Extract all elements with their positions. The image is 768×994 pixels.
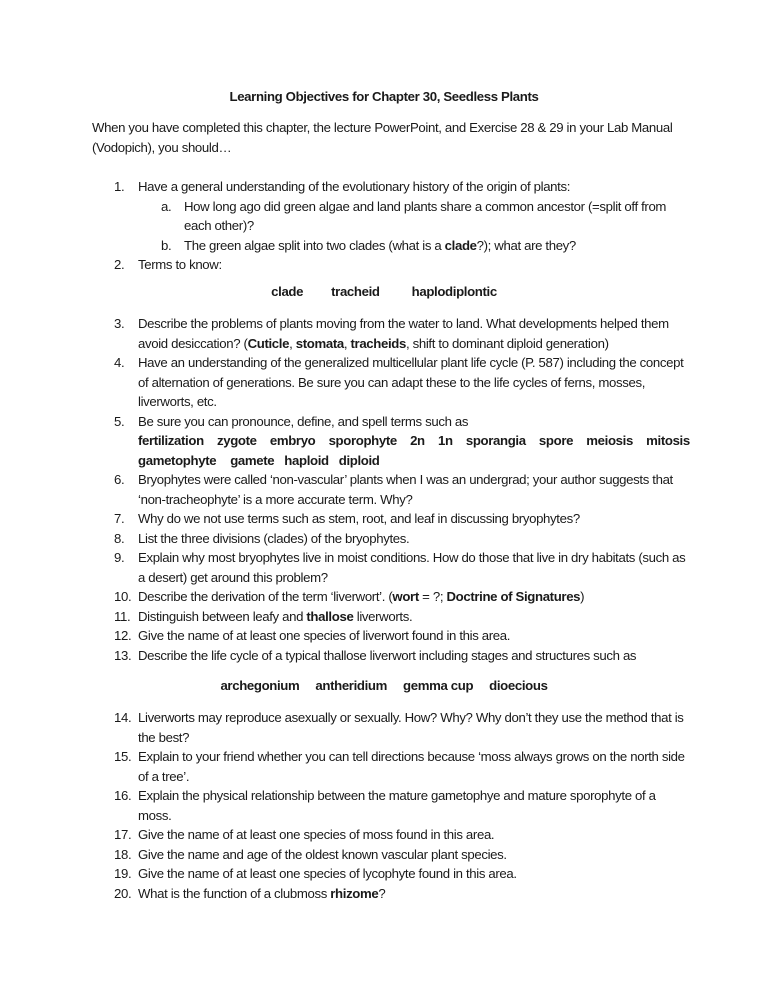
list-item-3 [0,314,686,353]
term: 2n [410,433,425,448]
intro-paragraph: When you have completed this chapter, the lecture PowerPoint, and Exercise 28 & 29 in your Lab Manual (Vodopich), you should… [92,120,673,155]
term: archegonium [220,678,300,693]
item-text: , shift to dominant diploid generation) [406,335,609,351]
item-text: Explain why most bryophytes live in moist conditions. How do those that live in dry habitats (such as a desert) get around this problem? [138,550,686,585]
item-text: = ?; [418,589,447,604]
item-text: Describe the problems of plants moving from the water to land. What developments helped them avoid desiccation? ( [138,316,669,351]
item-text: Describe the life cycle of a typical thallose liverwort including stages and structures such as [138,647,637,663]
item-number: 19. [114,866,132,881]
document-title: Learning Objectives for Chapter 30, Seedless Plants [229,89,539,104]
term: tracheid [331,284,380,299]
sub-item-letter: b. [161,237,172,253]
item-text: Be sure you can pronounce, define, and spell terms such as [138,413,469,429]
item-number: 14. [114,710,132,725]
term: clade [271,284,304,299]
list-item-12 [0,626,686,646]
item-number: 3. [114,316,125,331]
list-item-16 [0,786,686,825]
list-item-5 [0,412,686,432]
sub-item-letter: a. [161,198,172,214]
item-text: Liverworts may reproduce asexually or sexually. How? Why? Why don’t they use the method that is the best? [138,710,684,745]
item-number: 5. [114,413,125,429]
bold-term: tracheids [350,335,406,351]
objectives-list-part2 [0,314,768,665]
item-number: 11. [114,608,131,624]
item-number: 13. [114,647,132,663]
list-item-14 [0,708,686,747]
sub-item-text: ?); what are they? [476,237,576,253]
objectives-list-part1 [0,177,768,275]
list-item-9 [0,548,686,587]
bold-term: wort [392,589,419,604]
term: sporangia [465,433,526,448]
item-text: liverworts. [353,608,413,624]
term: embryo [269,433,316,448]
item-text: Give the name of at least one species of liverwort found in this area. [138,628,511,643]
term: fertilization [138,433,204,448]
item-text: Give the name of at least one species of lycophyte found in this area. [138,866,517,881]
item-text: ) [580,589,585,604]
item-text: List the three divisions (clades) of the bryophytes. [138,530,410,546]
list-item-13 [0,646,686,666]
item-number: 12. [114,628,132,643]
term: gametophyte [138,452,217,468]
term: zygote [216,433,257,448]
list-item-15 [0,747,686,786]
item-text: Have a general understanding of the evolutionary history of the origin of plants: [138,179,571,194]
bold-term: clade [444,237,477,253]
item-number: 8. [114,530,125,546]
item-text: Give the name and age of the oldest known vascular plant species. [138,846,507,862]
terms-line-2 [0,451,690,471]
item-number: 9. [114,550,125,565]
item-text: ? [378,885,386,901]
list-item-4 [0,353,686,412]
list-item-11 [0,607,686,627]
term: haplodiplontic [411,284,497,299]
item-number: 4. [114,355,125,370]
item-text: Explain to your friend whether you can tell directions because ‘moss always grows on the north side of a tree’. [138,749,685,784]
list-item-7 [0,509,686,529]
list-item-17 [0,825,686,845]
separator: , [343,335,351,351]
bold-term: stomata [295,335,344,351]
sub-item-b [0,236,686,256]
item-number: 20. [114,885,132,901]
item-number: 16. [114,788,132,803]
term: antheridium [315,678,388,693]
list-item-20 [0,884,686,904]
item-text: Give the name of at least one species of moss found in this area. [138,827,495,842]
bold-term: Cuticle [247,335,290,351]
sub-item-text: The green algae split into two clades (what is a [184,237,445,253]
sub-item-a [0,197,686,236]
list-item-18 [0,845,686,865]
terms-to-know [0,282,768,302]
item-number: 17. [114,827,132,842]
bold-term: Doctrine of Signatures [446,589,581,604]
item-text: What is the function of a clubmoss [138,885,331,901]
list-item-10 [0,587,686,607]
term: sporophyte [328,433,397,448]
list-item-6 [0,470,686,509]
term: meiosis [586,433,633,448]
term: gamete [230,452,275,468]
sub-item-text: How long ago did green algae and land plants share a common ancestor (=split off from each other)? [184,198,667,233]
objectives-list-part3 [0,708,768,903]
liverwort-structures-terms [0,676,768,696]
separator: , [289,335,296,351]
item-number: 7. [114,511,125,526]
item-number: 2. [114,257,125,272]
item-text: Explain the physical relationship between the mature gametophye and mature sporophyte of a moss. [138,788,656,823]
term: diploid [338,452,380,468]
item-text: Describe the derivation of the term ‘liverwort’. ( [138,589,393,604]
term: dioecious [489,678,548,693]
list-item-1 [0,177,686,197]
item-text: Why do we not use terms such as stem, root, and leaf in discussing bryophytes? [138,511,580,526]
item-text: Bryophytes were called ‘non-vascular’ plants when I was an undergrad; your author suggests that ‘non-tracheophyte’ is a more accurate term. Why? [138,472,673,507]
item-number: 6. [114,472,125,487]
item-text: Have an understanding of the generalized multicellular plant life cycle (P. 587) including the concept of alternation of generations. Be sure you can adapt these to the life cycles of ferns, mosses, liverworts, etc. [138,355,684,409]
bold-term: thallose [306,608,354,624]
term: mitosis [646,433,690,448]
item-number: 18. [114,846,132,862]
term: spore [538,433,574,448]
bold-term: rhizome [330,885,379,901]
item-number: 1. [114,179,125,194]
term: gemma cup [403,678,474,693]
list-item-8 [0,529,686,549]
list-item-19 [0,864,686,884]
list-item-2 [0,255,686,275]
terms-line-1 [0,431,768,451]
term: haploid [284,452,329,468]
item-number: 15. [114,749,132,764]
item-text: Terms to know: [138,257,222,272]
term: 1n [437,433,453,448]
item-number: 10. [114,589,132,604]
item-text: Distinguish between leafy and [138,608,307,624]
